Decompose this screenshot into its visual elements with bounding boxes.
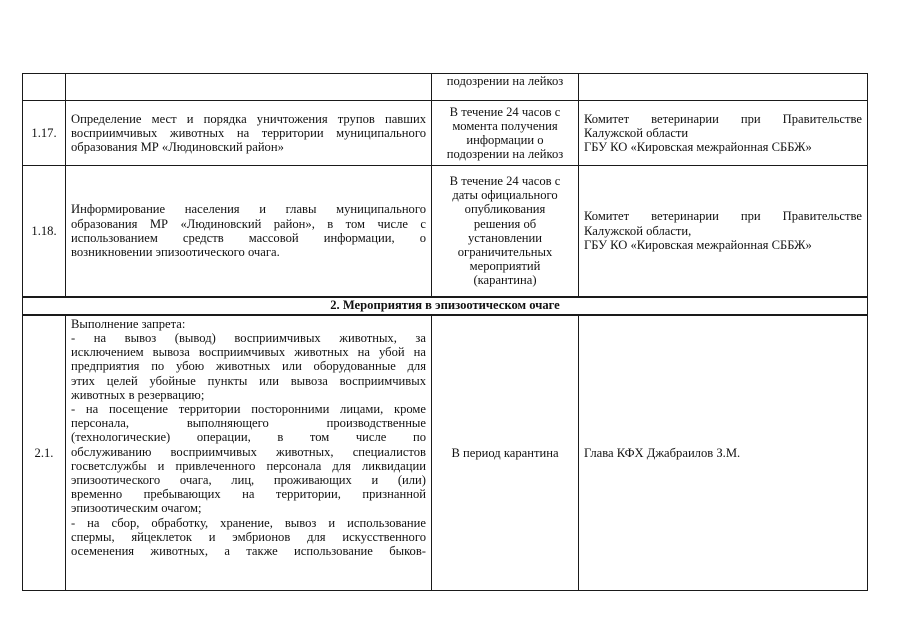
responsible-line: ГБУ КО «Кировская межрайонная СББЖ» <box>584 237 812 252</box>
row-number: 2.1. <box>23 315 66 591</box>
measure-text-line: использованием средств массовой информации, о <box>71 230 426 245</box>
measure-text-line: образования МР «Людиновский район» <box>71 140 284 155</box>
measure-text-line: предприятия по убою животных или оборудованные для <box>71 359 426 374</box>
measure-text-line: восприимчивых животных на территории муниципального <box>71 125 426 140</box>
measure-text-line: - на сбор, обработку, хранение, вывоз и использование <box>71 515 426 530</box>
responsible-line: Калужской области, <box>584 223 692 238</box>
table-row-2-1 <box>23 315 868 591</box>
period-cell <box>432 166 579 297</box>
period-line: информации о <box>466 133 544 147</box>
period-cell: В период карантина <box>432 315 579 591</box>
responsible-cell <box>579 166 868 297</box>
measure-text-line: эпизоотического очага, лиц, проживающих и (или) <box>71 472 426 487</box>
measure-text-line: обслуживанию восприимчивых животных, специалистов <box>71 444 426 459</box>
measure-text-line: - на посещение территории посторонними лицами, кроме <box>71 401 426 416</box>
period-line: установлении <box>467 230 543 245</box>
row-number <box>23 74 66 101</box>
responsible-cell <box>579 74 868 101</box>
table-row-1-18 <box>23 166 868 297</box>
measure-text-line: - на вывоз (вывод) восприимчивых животных, за <box>71 330 426 345</box>
period-line: (карантина) <box>473 273 537 288</box>
period-cell <box>432 74 579 101</box>
measure-text <box>66 315 432 591</box>
responsible-cell: Глава КФХ Джабраилов З.М. <box>579 315 868 591</box>
responsible-line: Калужской области <box>584 125 689 140</box>
responsible-cell <box>579 101 868 166</box>
measure-text-line: этих целей убойные пункты или вывоза восприимчивых <box>71 373 426 388</box>
period-line: В течение 24 часов с <box>449 104 561 119</box>
table-row-1-17 <box>23 101 868 166</box>
period-line: В течение 24 часов с <box>449 173 561 188</box>
measure-text-line: осеменения животных, а также использование быков- <box>71 544 426 558</box>
measure-text <box>66 101 432 166</box>
period-line: ограничительных <box>457 244 553 259</box>
measure-text-line: эпизоотическим очагом; <box>71 501 202 516</box>
measure-text-line: Информирование населения и главы муниципального <box>71 202 426 217</box>
responsible-line: Комитет ветеринарии при Правительстве <box>584 209 862 224</box>
period-line: решения об <box>473 216 537 231</box>
measure-text-line: Определение мест и порядка уничтожения трупов павших <box>71 111 426 126</box>
period-cell <box>432 101 579 166</box>
measure-text-body <box>71 317 426 589</box>
measure-text-line: животных в резервацию; <box>71 387 205 402</box>
section-title: 2. Мероприятия в эпизоотическом очаге <box>23 297 868 315</box>
measure-text-line: временно пребывающих на территории, признанной <box>71 487 426 502</box>
responsible-line: Комитет ветеринарии при Правительстве <box>584 111 862 126</box>
measure-text <box>66 74 432 101</box>
measure-text-line: исключением вывоза восприимчивых животных на убой на <box>71 345 426 360</box>
measure-text-line: персонала, выполняющего производственные <box>71 416 426 431</box>
measure-text-line: госветслужбы и привлеченного персонала для ликвидации <box>71 458 426 473</box>
period-line: момента получения <box>452 118 558 133</box>
measure-text-line: возникновении эпизоотического очага. <box>71 244 280 259</box>
row-number: 1.17. <box>23 101 66 166</box>
measure-text-line: спермы, яйцеклеток и эмбрионов для искусственного <box>71 529 426 544</box>
period-line: подозрении на лейкоз <box>446 147 564 162</box>
section-header-row <box>23 297 868 315</box>
measure-text-line: (технологические) операции, в том числе по <box>71 430 426 445</box>
row-number: 1.18. <box>23 166 66 297</box>
period-line: мероприятий <box>469 259 541 274</box>
table-row-continuation <box>23 74 868 101</box>
measures-table <box>22 73 868 591</box>
period-line: опубликования <box>464 202 546 217</box>
measure-text-line: образования МР «Людиновский район», в том числе с <box>71 216 426 231</box>
responsible-line: ГБУ КО «Кировская межрайонная СББЖ» <box>584 140 812 155</box>
period-line: подозрении на лейкоз <box>446 74 564 88</box>
measure-text <box>66 166 432 297</box>
period-line: даты официального <box>452 188 558 203</box>
measure-text-line: Выполнение запрета: <box>71 316 186 331</box>
